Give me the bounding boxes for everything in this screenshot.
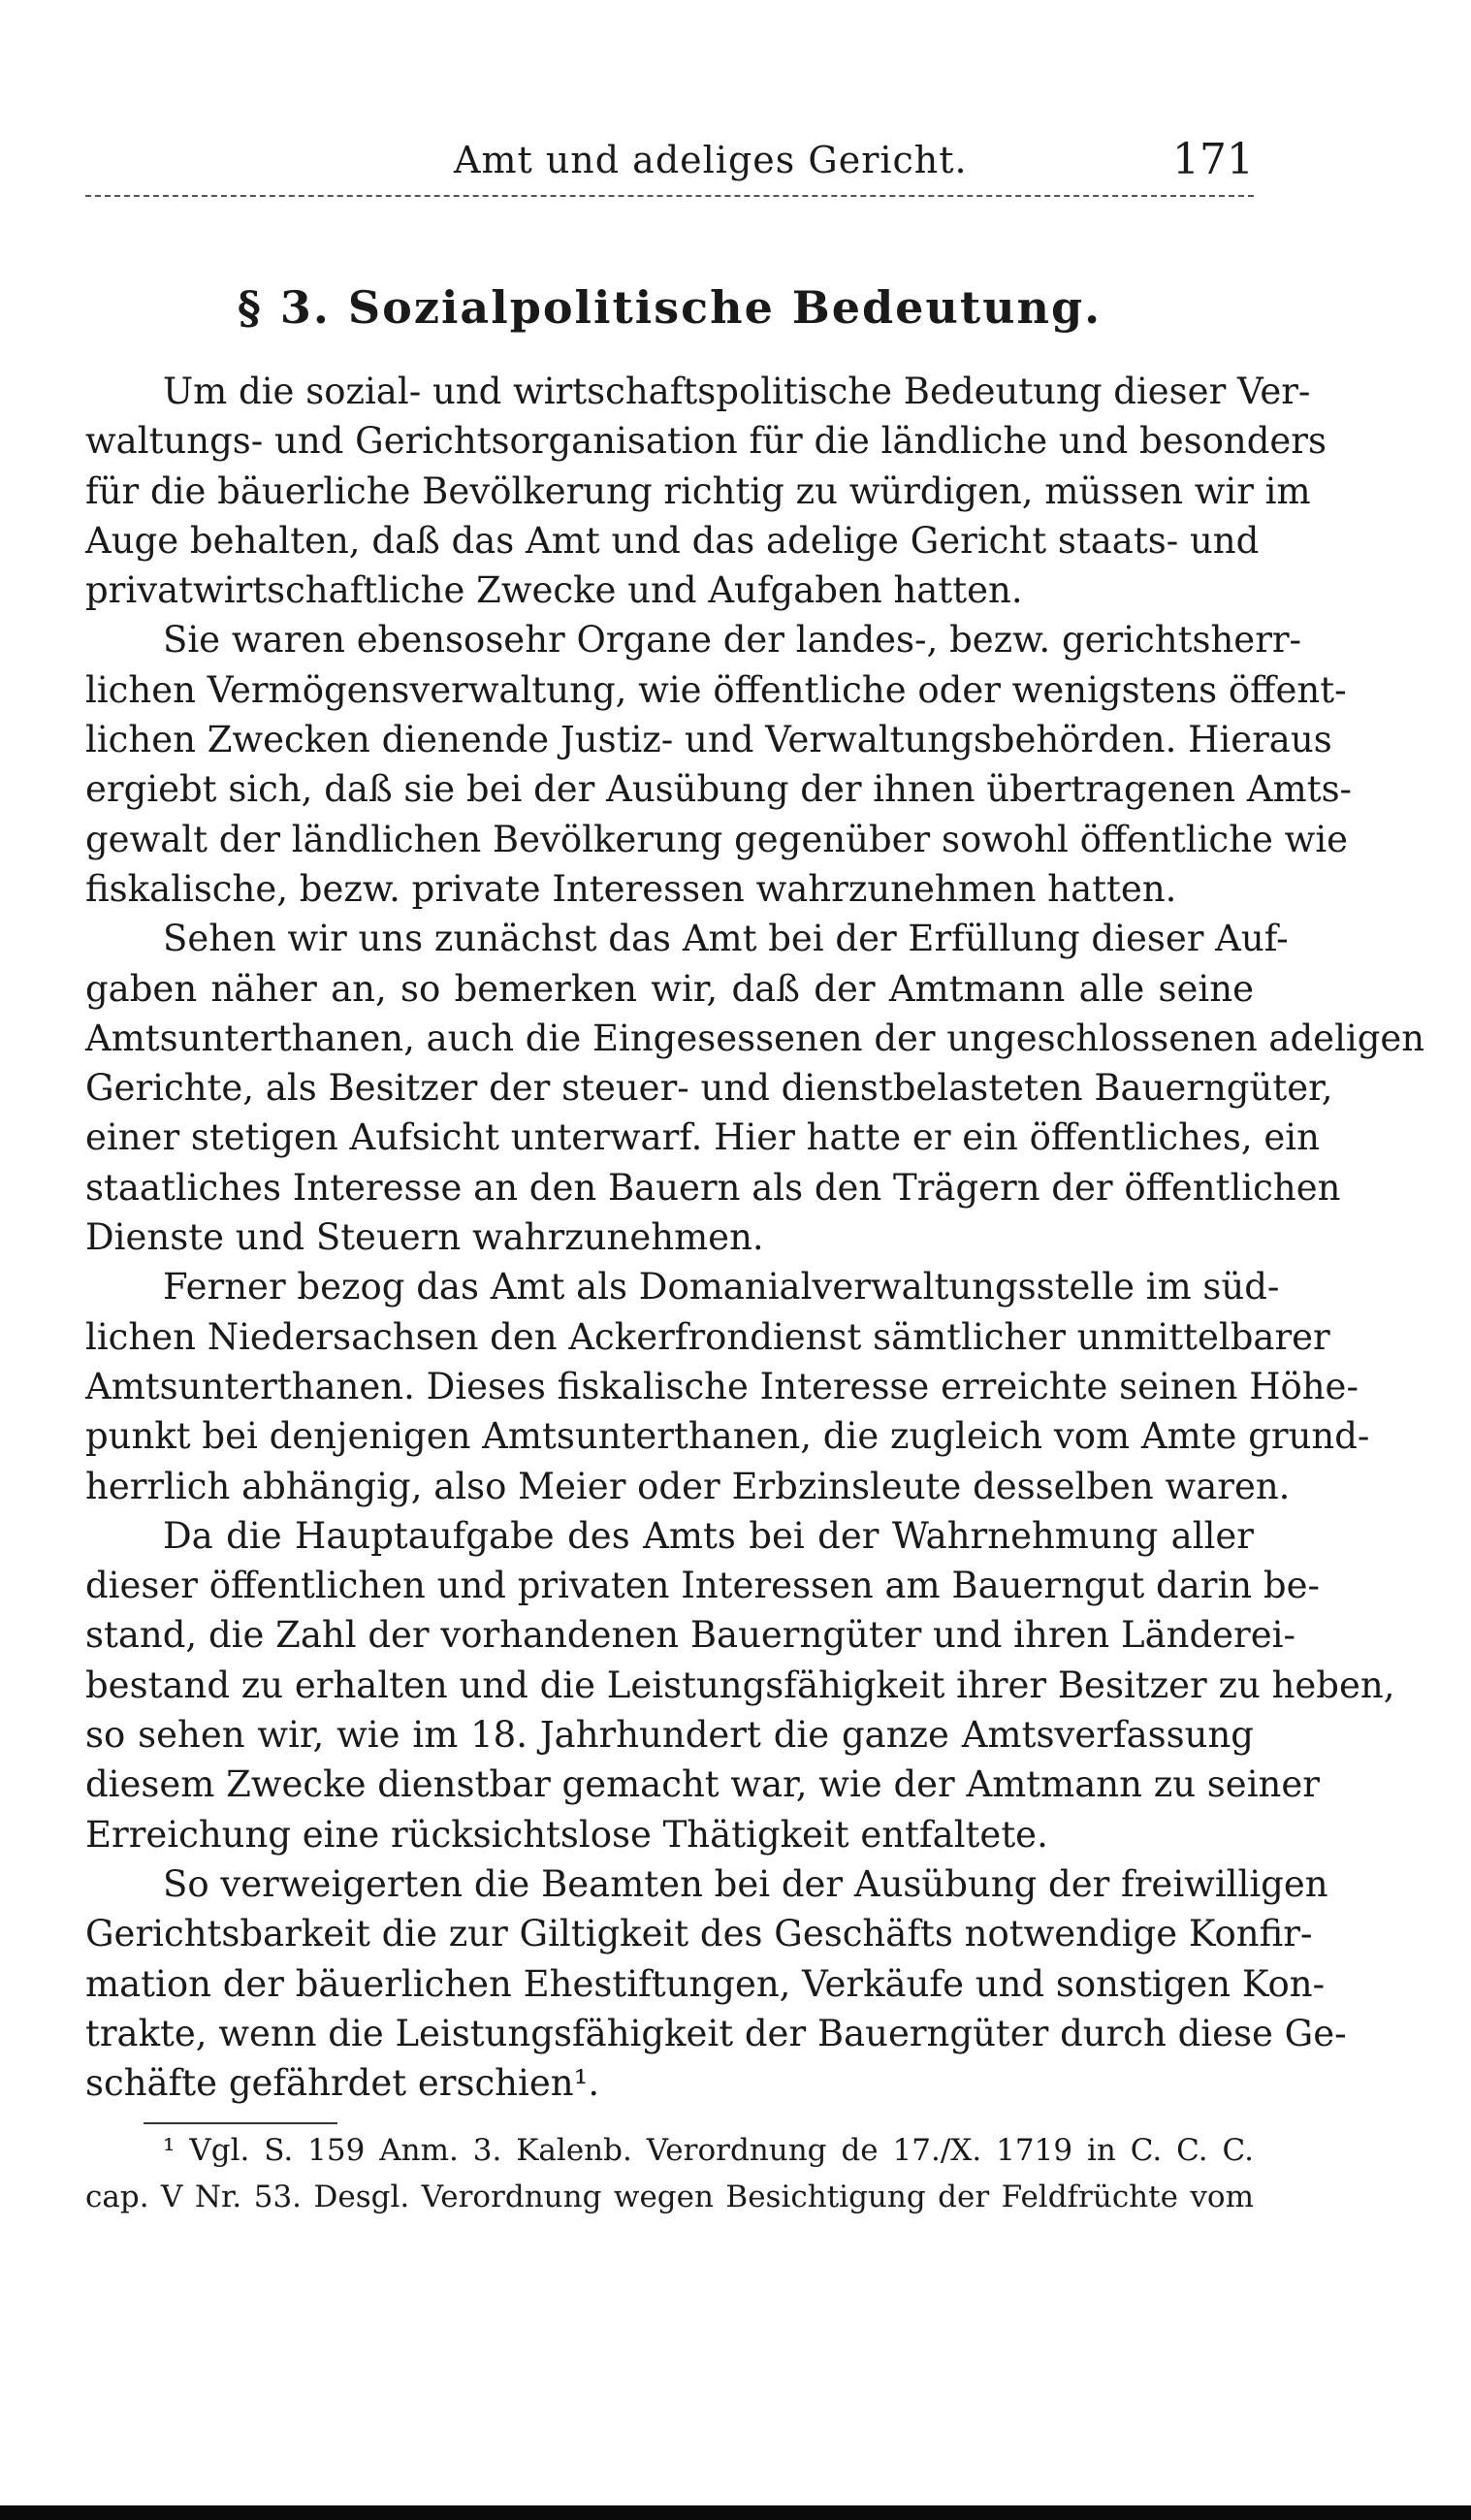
text-line: so sehen wir, wie im 18. Jahrhundert die ganze Amtsverfassung — [85, 1714, 1254, 1757]
text-line: privatwirtschaftliche Zwecke und Aufgaben hatten. — [85, 569, 1023, 612]
text-line: trakte, wenn die Leistungsfähigkeit der Bauerngüter durch diese Ge- — [85, 2012, 1347, 2054]
text-line: Um die sozial- und wirtschaftspolitische Bedeutung dieser Ver- — [163, 371, 1311, 412]
text-line: für die bäuerliche Bevölkerung richtig zu würdigen, müssen wir im — [85, 469, 1311, 512]
text-line: einer stetigen Aufsicht unterwarf. Hier hatte er ein öffentliches, ein — [85, 1116, 1320, 1159]
footnote-rule — [144, 2122, 337, 2124]
page-number: 171 — [1172, 135, 1254, 184]
text-line: schäfte gefährdet erschien¹. — [85, 2062, 600, 2105]
text-line: lichen Zwecken dienende Justiz- und Verwaltungsbehörden. Hieraus — [85, 719, 1332, 761]
text-line: punkt bei denjenigen Amtsunterthanen, die zugleich vom Amte grund- — [85, 1415, 1370, 1458]
text-line: staatliches Interesse an den Bauern als den Trägern der öffentlichen — [85, 1166, 1341, 1209]
text-line: Gerichte, als Besitzer der steuer- und dienstbelasteten Bauerngüter, — [85, 1067, 1333, 1110]
text-line: Amtsunterthanen. Dieses fiskalische Interesse erreichte seinen Höhe- — [85, 1365, 1359, 1407]
body-text — [85, 367, 1425, 2108]
text-line: gaben näher an, so bemerken wir, daß der Amtmann alle seine — [85, 967, 1254, 1010]
text-line: waltungs- und Gerichtsorganisation für die ländliche und besonders — [85, 420, 1327, 463]
text-line: Da die Hauptaufgabe des Amts bei der Wahrnehmung aller — [163, 1514, 1254, 1557]
running-head — [85, 135, 1254, 195]
footnote-line: ¹ Vgl. S. 159 Anm. 3. Kalenb. Verordnung de 17./X. 1719 in C. C. C. — [163, 2133, 1254, 2168]
text-line: diesem Zwecke dienstbar gemacht war, wie der Amtmann zu seiner — [85, 1763, 1320, 1806]
text-line: bestand zu erhalten und die Leistungsfähigkeit ihrer Besitzer zu heben, — [85, 1664, 1395, 1706]
running-head-title: Amt und adeliges Gericht. — [454, 139, 968, 181]
text-line: lichen Vermögensverwaltung, wie öffentliche oder wenigstens öffent- — [85, 668, 1347, 711]
text-line: Ferner bezog das Amt als Domanialverwaltungsstelle im süd- — [163, 1266, 1280, 1308]
text-line: stand, die Zahl der vorhandenen Bauerngüter und ihren Länderei- — [85, 1614, 1295, 1657]
text-line: Dienste und Steuern wahrzunehmen. — [85, 1216, 764, 1259]
text-line: So verweigerten die Beamten bei der Ausübung der freiwilligen — [163, 1862, 1328, 1905]
text-line: dieser öffentlichen und privaten Interessen am Bauerngut darin be- — [85, 1565, 1320, 1607]
footnotes — [85, 2127, 1254, 2220]
text-line: Erreichung eine rücksichtslose Thätigkeit entfaltete. — [85, 1813, 1048, 1856]
text-line: lichen Niedersachsen den Ackerfrondienst sämtlicher unmittelbarer — [85, 1315, 1330, 1358]
footnote-line: cap. V Nr. 53. Desgl. Verordnung wegen Besichtigung der Feldfrüchte vom — [85, 2180, 1254, 2214]
text-line: mation der bäuerlichen Ehestiftungen, Verkäufe und sonstigen Kon- — [85, 1962, 1326, 2005]
text-line: Amtsunterthanen, auch die Eingesessenen der ungeschlossenen adeligen — [85, 1017, 1425, 1059]
header-rule — [85, 195, 1254, 197]
section-heading: § 3. Sozialpolitische Bedeutung. — [237, 281, 1103, 334]
text-line: Gerichtsbarkeit die zur Giltigkeit des Geschäfts notwendige Konfir- — [85, 1913, 1313, 1955]
text-line: Sehen wir uns zunächst das Amt bei der Erfüllung dieser Auf- — [163, 918, 1289, 960]
text-line: Auge behalten, daß das Amt und das adelige Gericht staats- und — [85, 519, 1260, 562]
text-line: Sie waren ebensosehr Organe der landes-, bezw. gerichtsherr- — [163, 619, 1302, 662]
scan-edge-bar — [0, 2505, 1471, 2520]
text-line: herrlich abhängig, also Meier oder Erbzinsleute desselben waren. — [85, 1465, 1291, 1507]
text-line: ergiebt sich, daß sie bei der Ausübung der ihnen übertragenen Amts- — [85, 768, 1353, 811]
text-line: fiskalische, bezw. private Interessen wahrzunehmen hatten. — [85, 867, 1177, 910]
text-line: gewalt der ländlichen Bevölkerung gegenüber sowohl öffentliche wie — [85, 818, 1349, 860]
